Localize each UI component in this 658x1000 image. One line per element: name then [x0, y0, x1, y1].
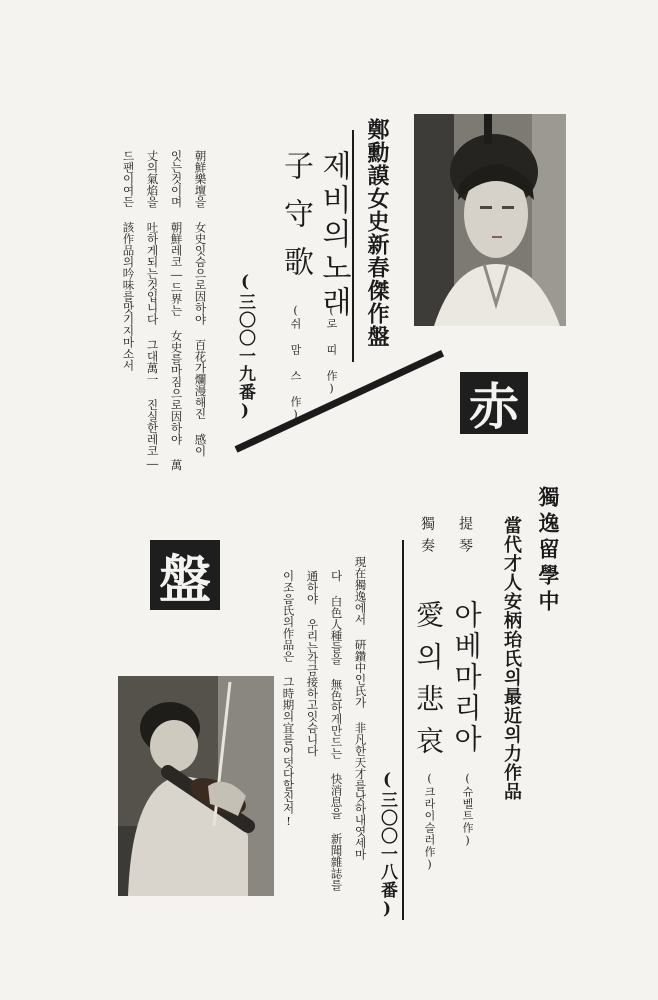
stamp-red-text: 赤	[469, 377, 519, 436]
left-ad-song-2: 子守歌	[278, 150, 313, 294]
right-ad-instrument-2: 獨奏	[419, 516, 435, 560]
right-ad-instrument-1: 提琴	[457, 516, 473, 560]
left-ad-composer-2: (쉬 맘 스 作)	[289, 304, 302, 422]
right-ad-record-number: (三〇〇一八番)	[377, 770, 397, 920]
left-ad-body-line-4: 드팬이여든 該作品의吟味를맛기지마소서	[121, 150, 136, 371]
left-ad-record-number: (三〇〇一九番)	[235, 272, 255, 422]
right-ad-song-2: 愛의悲哀	[412, 600, 445, 768]
stamp-record-label	[150, 540, 220, 610]
left-ad-body-line-2: 잇는것이며 朝鮮레코―드界는 女史를마짐으로因하야 萬	[169, 150, 184, 471]
right-ad-top-title: 獨逸留學中	[536, 486, 561, 616]
left-ad-composer-1: (로 띠 作)	[325, 304, 338, 396]
portrait-illustration	[414, 114, 566, 326]
left-ad-song-1: 제비의노래	[316, 150, 351, 320]
right-ad-subtitle: 當代才人安柄珆氏의最近의力作品	[501, 516, 522, 801]
right-ad-composer-1: (슈벨트作)	[461, 772, 474, 848]
right-ad-column-rule	[402, 540, 404, 920]
left-ad-title: 鄭勳謨女史新春傑作盤	[364, 118, 390, 348]
right-ad-body-line-2: 다 白色人種들을 無色하게만드는 快消息을 新聞雜誌를	[329, 570, 344, 891]
right-ad-body-line-1: 現在獨逸에서 硏鑽中인氏가 非凡한天才를낫하내엿세마	[353, 556, 368, 860]
right-ad-body-line-4: 이조음氏의作品은 그時期의宜를어덧다할진저!	[281, 570, 296, 828]
stamp-record-text: 盤	[158, 549, 211, 611]
diagonal-divider	[235, 350, 445, 453]
stamp-red-label	[460, 372, 528, 434]
right-ad-song-1: 아베마리아	[450, 600, 483, 755]
violinist-illustration	[118, 676, 274, 896]
left-ad-column-rule	[352, 130, 354, 362]
right-ad-composer-2: (크라이슬러作)	[423, 772, 436, 872]
right-ad-body-line-3: 通하야 우리는각금接하고잇슴니다	[305, 570, 320, 757]
violinist-photo	[118, 676, 274, 896]
portrait-photo-woman	[414, 114, 566, 326]
left-ad-body-line-1: 朝鮮樂壇을 女史잇슴으로因하야 百花가爛漫해진 感이	[193, 150, 208, 457]
left-ad-body-line-3: 丈의氣焰을 吐하게되는것입니다 그대萬一 진실한레코―	[145, 150, 160, 471]
